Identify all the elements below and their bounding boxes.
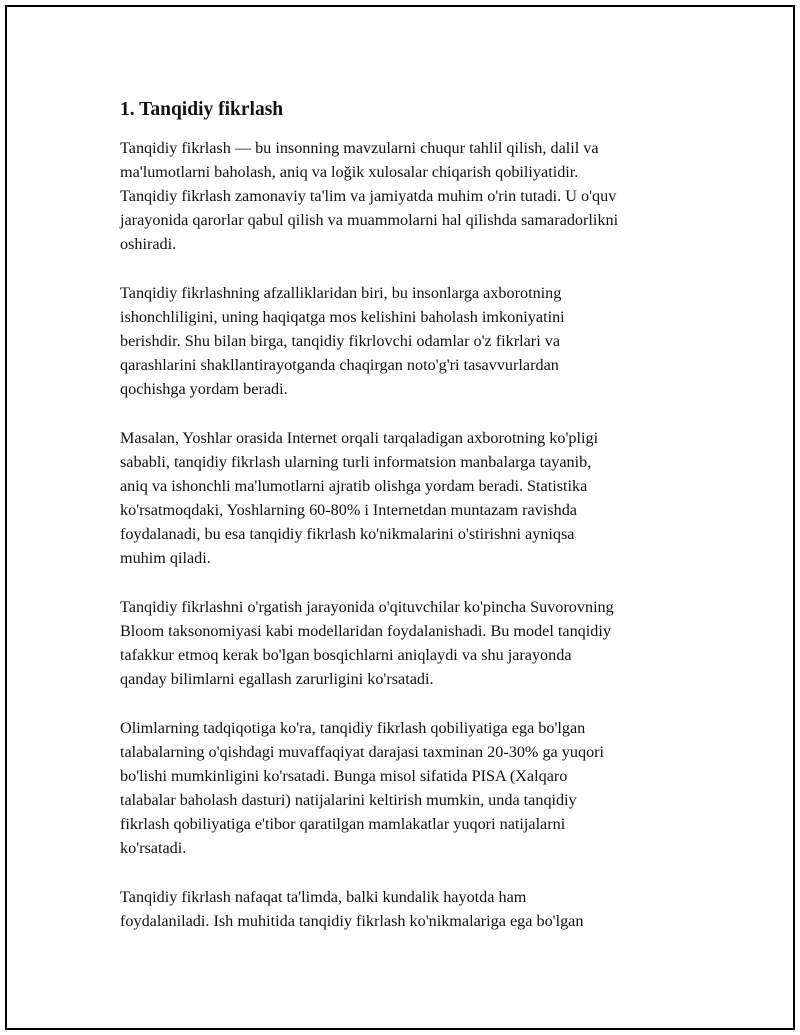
paragraph-line: ko'rsatadi. <box>120 839 187 857</box>
paragraph-line: talabalarning o'qishdagi muvaffaqiyat darajasi taxminan 20-30% ga yuqori <box>120 743 605 761</box>
paragraph-line: muhim qiladi. <box>120 549 211 567</box>
paragraph-line: oshiradi. <box>120 235 177 253</box>
paragraph <box>120 426 700 570</box>
paragraph-line: ishonchliligini, uning haqiqatga mos kelishini baholash imkoniyatini <box>120 308 565 326</box>
paragraph-line: bo'lishi mumkinligini ko'rsatadi. Bunga misol sifatida PISA (Xalqaro <box>120 767 568 785</box>
paragraph-line: foydalaniladi. Ish muhitida tanqidiy fikrlash ko'nikmalariga ega bo'lgan <box>120 912 584 930</box>
paragraph-line: berishdir. Shu bilan birga, tanqidiy fikrlovchi odamlar o'z fikrlari va <box>120 332 561 350</box>
paragraph-line: Bloom taksonomiyasi kabi modellaridan foydalanishadi. Bu model tanqidiy <box>120 622 611 640</box>
document-content <box>120 97 700 958</box>
paragraph-line: Masalan, Yoshlar orasida Internet orqali tarqaladigan axborotning ko'pligi <box>120 429 599 447</box>
paragraph-line: qarashlarini shakllantirayotganda chaqirgan noto'g'ri tasavvurlardan <box>120 356 559 374</box>
paragraph-list <box>120 136 700 933</box>
paragraph <box>120 885 700 933</box>
paragraph-line: foydalanadi, bu esa tanqidiy fikrlash ko'nikmalarini o'stirishni ayniqsa <box>120 525 575 543</box>
paragraph <box>120 716 700 860</box>
paragraph-line: jarayonida qarorlar qabul qilish va muammolarni hal qilishda samaradorlikni <box>120 211 619 229</box>
paragraph <box>120 281 700 401</box>
paragraph-line: fikrlash qobiliyatiga e'tibor qaratilgan mamlakatlar yuqori natijalarni <box>120 815 566 833</box>
paragraph-line: qanday bilimlarni egallash zarurligini ko'rsatadi. <box>120 670 434 688</box>
paragraph-line: Tanqidiy fikrlash nafaqat ta'limda, balki kundalik hayotda ham <box>120 888 527 906</box>
paragraph-line: ma'lumotlarni baholash, aniq va loğik xulosalar chiqarish qobiliyatidir. <box>120 163 579 181</box>
paragraph-line: aniq va ishonchli ma'lumotlarni ajratib olishga yordam beradi. Statistika <box>120 477 588 495</box>
paragraph-line: ko'rsatmoqdaki, Yoshlarning 60-80% i Internetdan muntazam ravishda <box>120 501 577 519</box>
paragraph-line: Tanqidiy fikrlash — bu insonning mavzularni chuqur tahlil qilish, dalil va <box>120 139 599 157</box>
page-frame <box>5 5 795 1030</box>
paragraph-line: tafakkur etmoq kerak bo'lgan bosqichlarni aniqlaydi va shu jarayonda <box>120 646 572 664</box>
paragraph-line: qochishga yordam beradi. <box>120 380 288 398</box>
section-heading: 1. Tanqidiy fikrlash <box>120 99 284 120</box>
paragraph-line: Tanqidiy fikrlashni o'rgatish jarayonida o'qituvchilar ko'pincha Suvorovning <box>120 598 614 616</box>
paragraph <box>120 136 700 256</box>
paragraph <box>120 595 700 691</box>
paragraph-line: talabalar baholash dasturi) natijalarini keltirish mumkin, unda tanqidiy <box>120 791 577 809</box>
paragraph-line: Tanqidiy fikrlash zamonaviy ta'lim va jamiyatda muhim o'rin tutadi. U o'quv <box>120 187 617 205</box>
paragraph-line: Tanqidiy fikrlashning afzalliklaridan biri, bu insonlarga axborotning <box>120 284 562 302</box>
paragraph-line: sababli, tanqidiy fikrlash ularning turli informatsion manbalarga tayanib, <box>120 453 592 471</box>
paragraph-line: Olimlarning tadqiqotiga ko'ra, tanqidiy fikrlash qobiliyatiga ega bo'lgan <box>120 719 586 737</box>
